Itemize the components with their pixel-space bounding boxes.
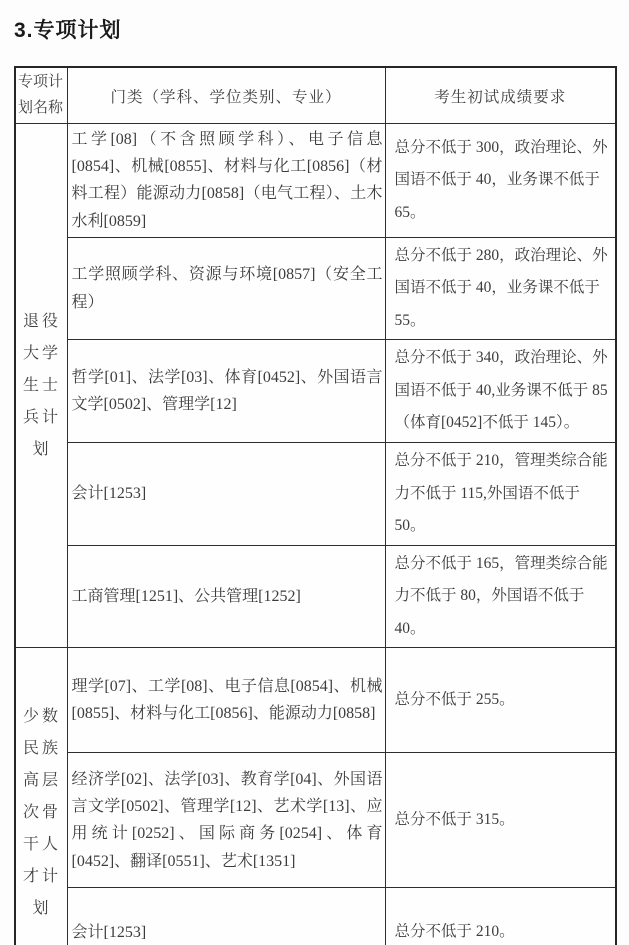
requirement-cell: 总分不低于 315。 [385,753,616,888]
plan-label-text: 退役大学生士兵计划 [22,312,61,458]
category-cell: 工商管理[1251]、公共管理[1252] [67,545,385,648]
category-cell: 会计[1253] [67,443,385,546]
requirement-cell: 总分不低于 255。 [385,648,616,753]
plan-label-text: 少数民族高层次骨干人才计划 [22,707,61,917]
table-row [15,124,616,238]
category-cell: 会计[1253] [67,888,385,945]
table-row [15,443,616,546]
category-cell: 经济学[02]、法学[03]、教育学[04]、外国语言文学[0502]、管理学[12]、艺术学[13]、应用统计[0252]、国际商务[0254]、体育[0452]、翻译[0551]、艺术[1351] [67,753,385,888]
requirement-cell: 总分不低于 210，管理类综合能力不低于 115,外国语不低于 50。 [385,443,616,546]
plan-label-minority [15,648,67,945]
table-header-row [15,67,616,124]
category-cell: 理学[07]、工学[08]、电子信息[0854]、机械[0855]、材料与化工[0856]、能源动力[0858] [67,648,385,753]
header-plan-name: 专项计划名称 [15,67,67,124]
category-cell: 工学[08]（不含照顾学科）、电子信息[0854]、机械[0855]、材料与化工[0856]（材料工程）能源动力[0858]（电气工程）、土木水利[0859] [67,124,385,238]
requirement-cell: 总分不低于 300，政治理论、外国语不低于 40，业务课不低于 65。 [385,124,616,238]
table-row [15,340,616,443]
table-row [15,545,616,648]
header-category: 门类（学科、学位类别、专业） [67,67,385,124]
header-requirement: 考生初试成绩要求 [385,67,616,124]
requirement-cell: 总分不低于 280，政治理论、外国语不低于 40，业务课不低于 55。 [385,237,616,340]
table-row [15,648,616,753]
requirement-cell: 总分不低于 210。 [385,888,616,945]
special-plan-table [14,66,617,945]
page-title: 3.专项计划 [14,19,122,42]
category-cell: 哲学[01]、法学[03]、体育[0452]、外国语言文学[0502]、管理学[12] [67,340,385,443]
requirement-cell: 总分不低于 165，管理类综合能力不低于 80，外国语不低于 40。 [385,545,616,648]
table-row [15,888,616,945]
category-cell: 工学照顾学科、资源与环境[0857]（安全工程） [67,237,385,340]
requirement-cell: 总分不低于 340，政治理论、外国语不低于 40,业务课不低于 85（体育[0452]不低于 145）。 [385,340,616,443]
plan-label-veteran [15,124,67,648]
table-row [15,753,616,888]
table-row [15,237,616,340]
